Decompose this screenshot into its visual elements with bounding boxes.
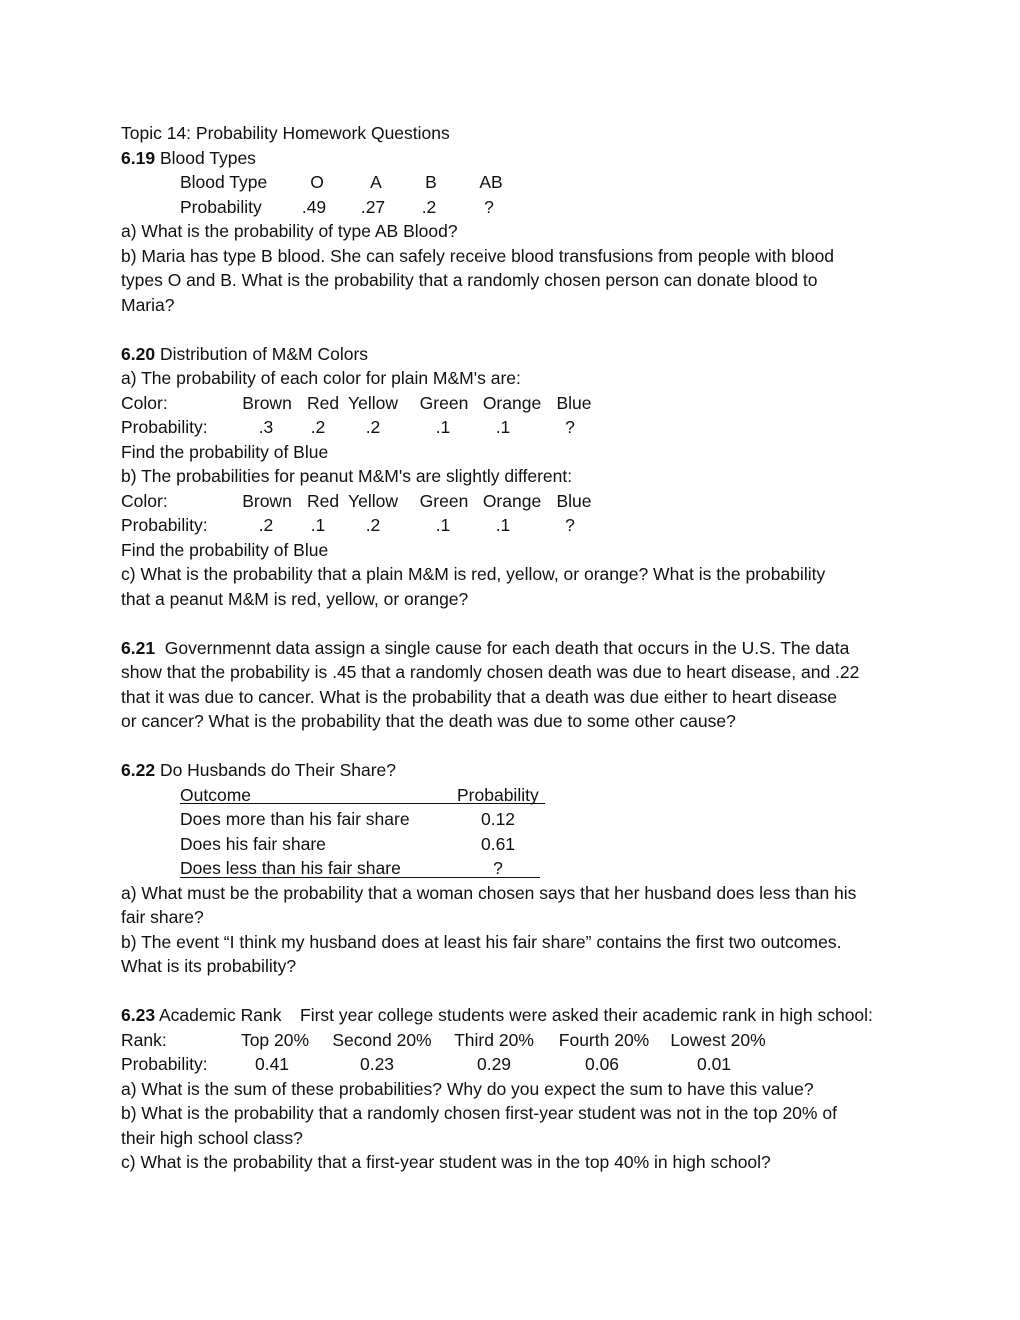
color-cell: Blue xyxy=(556,490,592,511)
blood-type-cell: B xyxy=(425,172,437,192)
probability-cell: ? xyxy=(493,858,503,878)
q623-number: 6.23 xyxy=(121,1005,156,1025)
q620-find-blue: Find the probability of Blue xyxy=(121,539,329,560)
plain-color-row xyxy=(121,391,911,416)
q621-line xyxy=(121,636,911,661)
spacer xyxy=(121,734,911,759)
q621-number: 6.21 xyxy=(121,637,156,658)
prob-label: Probability: xyxy=(121,1054,208,1074)
peanut-prob-row xyxy=(121,513,911,538)
peanut-color-row xyxy=(121,489,911,514)
rank-cell: Lowest 20% xyxy=(670,1029,766,1050)
q620-part-a-intro: a) The probability of each color for plain M&M's are: xyxy=(121,368,521,388)
prob-cell: .1 xyxy=(435,515,451,535)
prob-label: Probability: xyxy=(121,417,208,437)
husband-table-header xyxy=(121,783,911,808)
blood-type-cell: A xyxy=(370,172,382,192)
blood-type-cell: AB xyxy=(479,172,503,192)
q620-title: Distribution of M&M Colors xyxy=(159,343,369,364)
husband-table-row xyxy=(121,856,911,881)
q623-heading xyxy=(121,1003,911,1028)
blood-prob-cell: .2 xyxy=(421,196,437,217)
probability-cell: 0.12 xyxy=(480,809,516,829)
color-cell: Orange xyxy=(482,392,542,413)
plain-prob-row xyxy=(121,415,911,440)
q623-title: Academic Rank xyxy=(158,1005,282,1025)
q623-part-c: c) What is the probability that a first-year student was in the top 40% in high school? xyxy=(121,1152,771,1172)
q620-part-b-intro: b) The probabilities for peanut M&M's are slightly different: xyxy=(121,466,573,486)
prob-cell: .2 xyxy=(365,417,381,437)
q621-line: that it was due to cancer. What is the probability that a death was due either to heart disease xyxy=(121,686,837,707)
q620-heading xyxy=(121,342,911,367)
rank-prob-cell: 0.29 xyxy=(476,1054,512,1074)
spacer xyxy=(121,611,911,636)
color-label: Color: xyxy=(121,490,168,511)
prob-cell: .3 xyxy=(258,417,274,437)
page-title: Topic 14: Probability Homework Questions xyxy=(121,123,450,143)
spacer xyxy=(121,317,911,342)
rank-prob-cell: 0.06 xyxy=(584,1054,620,1074)
rank-prob-row xyxy=(121,1052,911,1077)
q622-part-a-line: fair share? xyxy=(121,907,204,927)
color-label: Color: xyxy=(121,392,168,413)
husband-table-row xyxy=(121,832,911,857)
outcome-cell: Does his fair share xyxy=(180,833,326,854)
q619-part-a: a) What is the probability of type AB Blood? xyxy=(121,221,458,241)
q619-number: 6.19 xyxy=(121,147,156,168)
q623-intro: First year college students were asked their academic rank in high school: xyxy=(300,1005,873,1025)
prob-cell: ? xyxy=(565,417,575,437)
probability-cell: 0.61 xyxy=(480,833,516,854)
color-cell: Orange xyxy=(482,490,542,511)
prob-cell: .2 xyxy=(310,417,326,437)
blood-type-label: Blood Type xyxy=(180,172,268,192)
q619-heading xyxy=(121,146,911,171)
outcome-cell: Does less than his fair share xyxy=(180,858,401,878)
q623-part-b-line: b) What is the probability that a randomly chosen first-year student was not in the top 20% of xyxy=(121,1103,837,1123)
blood-prob-cell: ? xyxy=(484,196,494,217)
rank-cell: Second 20% xyxy=(332,1029,432,1050)
color-cell: Yellow xyxy=(348,490,398,511)
prob-cell: .1 xyxy=(495,417,511,437)
color-cell: Green xyxy=(419,490,469,511)
rank-cell: Third 20% xyxy=(454,1029,534,1050)
q622-part-b-line: What is its probability? xyxy=(121,956,297,976)
q620-part-c-line: c) What is the probability that a plain M&M is red, yellow, or orange? What is the probability xyxy=(121,564,826,584)
rank-prob-cell: 0.41 xyxy=(254,1054,290,1074)
blood-type-cell: O xyxy=(310,172,324,192)
q622-number: 6.22 xyxy=(121,760,156,780)
q620-part-c-line: that a peanut M&M is red, yellow, or orange? xyxy=(121,588,469,609)
rank-prob-cell: 0.01 xyxy=(696,1054,732,1074)
color-cell: Yellow xyxy=(348,392,398,413)
q621-line: show that the probability is .45 that a randomly chosen death was due to heart disease, and .22 xyxy=(121,662,860,682)
q619-part-b-line: Maria? xyxy=(121,294,175,315)
q619-title: Blood Types xyxy=(159,147,256,168)
q623-part-a: a) What is the sum of these probabilities? Why do you expect the sum to have this value? xyxy=(121,1078,814,1099)
blood-prob-cell: .49 xyxy=(301,196,327,217)
q621-text: Governmennt data assign a single cause for each death that occurs in the U.S. The data xyxy=(164,637,850,658)
q621-line: or cancer? What is the probability that the death was due to some other cause? xyxy=(121,711,736,731)
prob-cell: .1 xyxy=(495,515,511,535)
prob-cell: .1 xyxy=(310,515,326,535)
document-page xyxy=(121,121,911,1175)
prob-cell: .2 xyxy=(258,515,274,535)
blood-prob-label: Probability xyxy=(180,196,262,217)
rank-cell: Top 20% xyxy=(240,1029,310,1050)
blood-prob-cell: .27 xyxy=(360,196,386,217)
prob-cell: ? xyxy=(565,515,575,535)
outcome-header: Outcome xyxy=(180,784,251,805)
outcome-cell: Does more than his fair share xyxy=(180,809,410,829)
rank-prob-cell: 0.23 xyxy=(359,1054,395,1074)
prob-label: Probability: xyxy=(121,515,208,535)
prob-cell: .1 xyxy=(435,417,451,437)
q622-heading xyxy=(121,758,911,783)
color-cell: Brown xyxy=(242,490,292,511)
prob-cell: .2 xyxy=(365,515,381,535)
color-cell: Red xyxy=(306,490,340,511)
q622-title: Do Husbands do Their Share? xyxy=(159,760,397,780)
color-cell: Blue xyxy=(556,392,592,413)
q620-find-blue: Find the probability of Blue xyxy=(121,441,329,462)
blood-type-row xyxy=(121,170,911,195)
probability-header: Probability xyxy=(457,784,539,805)
spacer xyxy=(121,979,911,1004)
q619-part-b-line: types O and B. What is the probability that a randomly chosen person can donate blood to xyxy=(121,270,818,290)
color-cell: Brown xyxy=(242,392,292,413)
q623-part-b-line: their high school class? xyxy=(121,1127,303,1148)
rank-label: Rank: xyxy=(121,1029,167,1050)
rank-cell: Fourth 20% xyxy=(558,1029,650,1050)
color-cell: Green xyxy=(419,392,469,413)
rank-row xyxy=(121,1028,911,1053)
q620-number: 6.20 xyxy=(121,343,156,364)
q619-part-b-line: b) Maria has type B blood. She can safely receive blood transfusions from people with blood xyxy=(121,245,835,266)
color-cell: Red xyxy=(306,392,340,413)
husband-table-row xyxy=(121,807,911,832)
blood-prob-row xyxy=(121,195,911,220)
q622-part-a-line: a) What must be the probability that a woman chosen says that her husband does less than his xyxy=(121,882,857,903)
q622-part-b-line: b) The event “I think my husband does at least his fair share” contains the first two outcomes. xyxy=(121,931,842,952)
